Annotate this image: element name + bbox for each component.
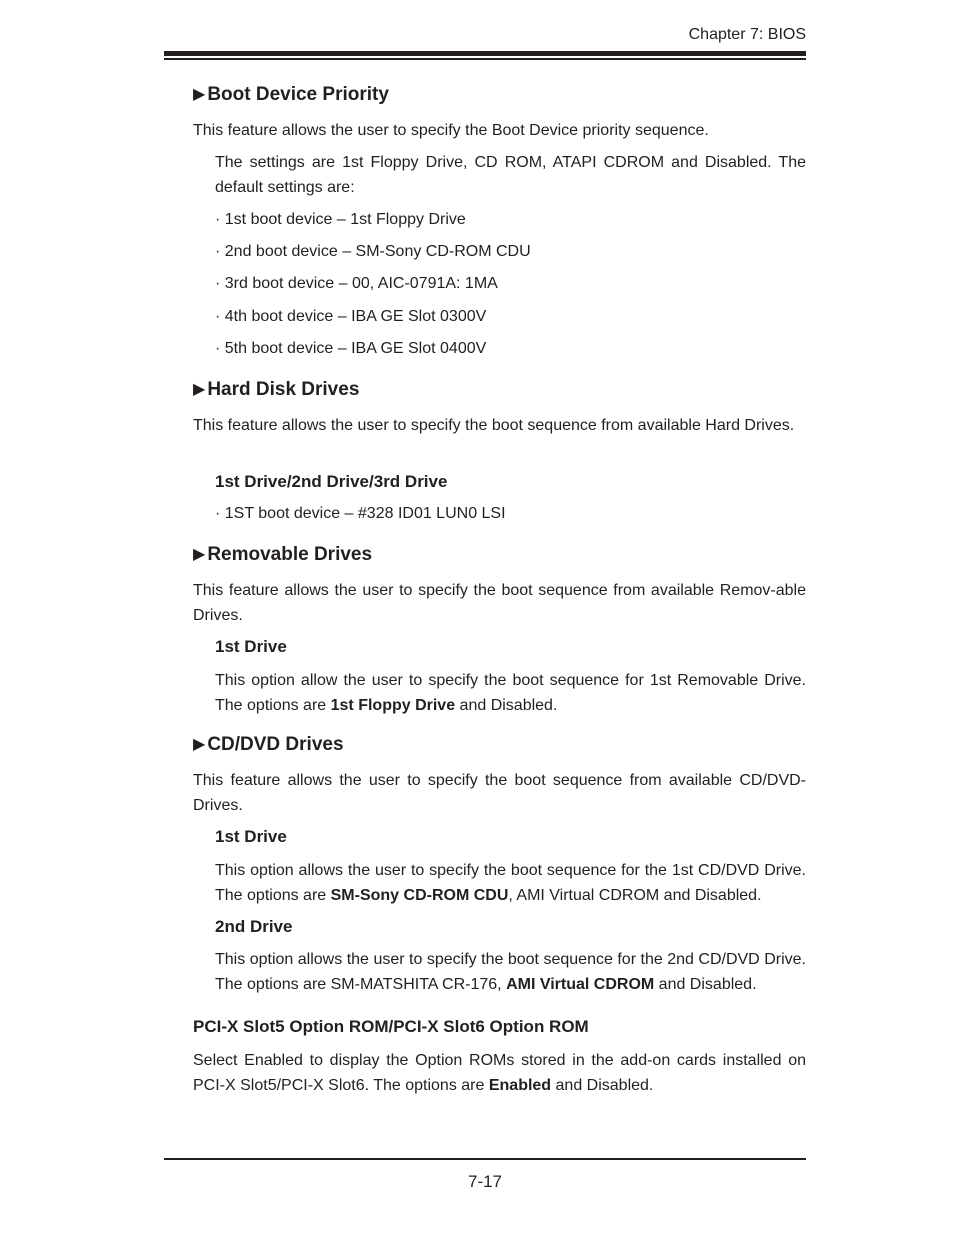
- pcix-option-rom-text: Select Enabled to display the Option ROMs stored in the add-on cards installed on PCI-X Slot5/PCI-X Slot6. The options are Enabled and Disabled.: [193, 1052, 806, 1094]
- default-option: SM-Sony CD-ROM CDU: [330, 887, 509, 904]
- boot-device-priority-settings: The settings are 1st Floppy Drive, CD ROM, ATAPI CDROM and Disabled. The default settings are:: [215, 154, 806, 196]
- section-title-hard-disk-drives: ▶ Hard Disk Drives: [193, 379, 360, 400]
- header-rule-thick: [164, 51, 806, 56]
- boot-device-item: · 1st boot device – 1st Floppy Drive: [215, 211, 466, 228]
- hard-disk-drives-description: This feature allows the user to specify the boot sequence from available Hard Drives.: [193, 417, 795, 434]
- removable-drives-text: This option allow the user to specify the boot sequence for 1st Removable Drive. The options are 1st Floppy Drive and Disabled.: [215, 672, 806, 714]
- hard-disk-drives-subtitle: 1st Drive/2nd Drive/3rd Drive: [215, 472, 448, 491]
- removable-drives-subtitle: 1st Drive: [215, 637, 287, 656]
- section-title-boot-device-priority: ▶ Boot Device Priority: [193, 84, 389, 105]
- triangle-bullet-icon: ▶: [193, 546, 206, 563]
- cd-dvd-first-drive-subtitle: 1st Drive: [215, 827, 287, 846]
- section-title-removable-drives: ▶ Removable Drives: [193, 544, 373, 565]
- section-title-pcix-option-rom: PCI-X Slot5 Option ROM/PCI-X Slot6 Option ROM: [193, 1017, 589, 1036]
- boot-device-item: · 2nd boot device – SM-Sony CD-ROM CDU: [215, 243, 531, 260]
- cd-dvd-first-drive-text: This option allows the user to specify the boot sequence for the 1st CD/DVD Drive. The options are SM-Sony CD-ROM CDU, AMI Virtual CDROM and Disabled.: [215, 862, 806, 904]
- cd-dvd-drives-description: This feature allows the user to specify the boot sequence from available CD/DVD-Drives.: [193, 772, 806, 814]
- footer-rule: [164, 1158, 806, 1160]
- triangle-bullet-icon: ▶: [193, 381, 206, 398]
- header-rule-thin: [164, 58, 806, 60]
- default-option: AMI Virtual CDROM: [506, 976, 655, 993]
- boot-device-item: · 5th boot device – IBA GE Slot 0400V: [215, 340, 487, 357]
- section-title-cd-dvd-drives: ▶ CD/DVD Drives: [193, 734, 344, 755]
- default-option: 1st Floppy Drive: [330, 697, 456, 714]
- boot-device-item: · 4th boot device – IBA GE Slot 0300V: [215, 308, 487, 325]
- page-number: 7-17: [467, 1172, 503, 1191]
- triangle-bullet-icon: ▶: [193, 86, 206, 103]
- removable-drives-description: This feature allows the user to specify the boot sequence from available Remov-able Drives.: [193, 582, 806, 624]
- triangle-bullet-icon: ▶: [193, 736, 206, 753]
- boot-device-item: · 3rd boot device – 00, AIC-0791A: 1MA: [215, 275, 498, 292]
- cd-dvd-second-drive-text: This option allows the user to specify the boot sequence for the 2nd CD/DVD Drive. The options are SM-MATSHITA CR-176, AMI Virtual CDROM and Disabled.: [215, 951, 806, 993]
- hard-disk-item: · 1ST boot device – #328 ID01 LUN0 LSI: [215, 505, 506, 522]
- boot-device-priority-description: This feature allows the user to specify the Boot Device priority sequence.: [193, 122, 709, 139]
- chapter-header: Chapter 7: BIOS: [688, 26, 806, 43]
- default-option: Enabled: [488, 1077, 552, 1094]
- cd-dvd-second-drive-subtitle: 2nd Drive: [215, 917, 293, 936]
